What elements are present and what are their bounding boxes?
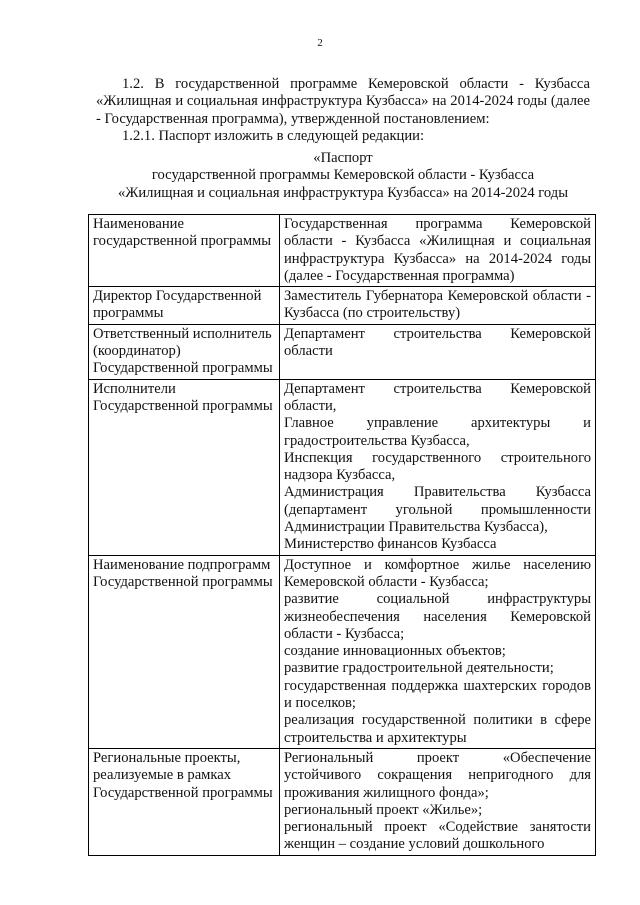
row-value-line: Администрация Правительства Кузбасса (департамент угольной промышленности Администрации Правительства Кузбасса), xyxy=(284,484,591,536)
row-value-line: региональный проект «Содействие занятости женщин – создание условий дошкольного xyxy=(284,819,591,853)
passport-title xyxy=(96,150,590,202)
row-label: Наименование государственной программы xyxy=(89,215,280,287)
row-value-line: Департамент строительства Кемеровской области, xyxy=(284,380,591,414)
row-value-line: Департамент строительства Кемеровской области xyxy=(284,325,591,360)
row-value xyxy=(280,215,596,287)
row-label: Наименование подпрограмм Государственной программы xyxy=(89,555,280,748)
row-label: Исполнители Государственной программы xyxy=(89,379,280,555)
row-value-line: развитие градостроительной деятельности; xyxy=(284,660,554,677)
table-row xyxy=(89,215,596,287)
row-value-line: государственная поддержка шахтерских городов и поселков; xyxy=(284,677,591,712)
passport-title-line-1: «Паспорт xyxy=(313,150,373,166)
row-value-line: Министерство финансов Кузбасса xyxy=(284,536,497,553)
table-row xyxy=(89,324,596,379)
row-label: Директор Государственной программы xyxy=(89,287,280,325)
row-value xyxy=(280,555,596,748)
intro-text xyxy=(96,76,590,145)
table-row xyxy=(89,555,596,748)
page-number: 2 xyxy=(317,37,323,49)
row-value-line: региональный проект «Жилье»; xyxy=(284,801,483,818)
row-value xyxy=(280,748,596,855)
table-row xyxy=(89,287,596,325)
intro-paragraph-1: 1.2. В государственной программе Кемеровской области - Кузбасса «Жилищная и социальная инфраструктура Кузбасса» на 2014-2024 годы (далее - Государственная программа), утвержденной постановлением: xyxy=(96,76,590,127)
row-value-line: Региональный проект «Обеспечение устойчивого сокращения непригодного для проживания жилищного фонда»; xyxy=(284,749,591,801)
row-label: Региональные проекты, реализуемые в рамках Государственной программы xyxy=(89,748,280,855)
row-value-line: развитие социальной инфраструктуры жизнеобеспечения населения Кемеровской области - Кузбасса; xyxy=(284,591,591,642)
passport-table xyxy=(88,214,596,856)
row-value-line: Инспекция государственного строительного надзора Кузбасса, xyxy=(284,449,591,484)
row-value-line: создание инновационных объектов; xyxy=(284,643,506,660)
row-value-line: Государственная программа Кемеровской области - Кузбасса «Жилищная и социальная инфраструктура Кузбасса» на 2014-2024 годы (далее - Государственная программа) xyxy=(284,216,591,284)
row-value-line: реализация государственной политики в сфере строительства и архитектуры xyxy=(284,712,591,746)
passport-title-line-3: «Жилищная и социальная инфраструктура Кузбасса» на 2014-2024 годы xyxy=(118,184,568,201)
passport-title-line-2: государственной программы Кемеровской области - Кузбасса xyxy=(151,167,535,184)
row-label: Ответственный исполнитель (координатор) Государственной программы xyxy=(89,324,280,379)
row-value xyxy=(280,287,596,325)
row-value xyxy=(280,324,596,379)
table-row xyxy=(89,379,596,555)
intro-paragraph-2: 1.2.1. Паспорт изложить в следующей редакции: xyxy=(122,127,425,144)
row-value-line: Главное управление архитектуры и градостроительства Кузбасса, xyxy=(284,415,591,449)
row-value-line: Заместитель Губернатора Кемеровской области - Кузбасса (по строительству) xyxy=(284,288,591,322)
row-value-line: Доступное и комфортное жилье населению Кемеровской области - Кузбасса; xyxy=(284,556,591,590)
table-row xyxy=(89,748,596,855)
row-value xyxy=(280,379,596,555)
